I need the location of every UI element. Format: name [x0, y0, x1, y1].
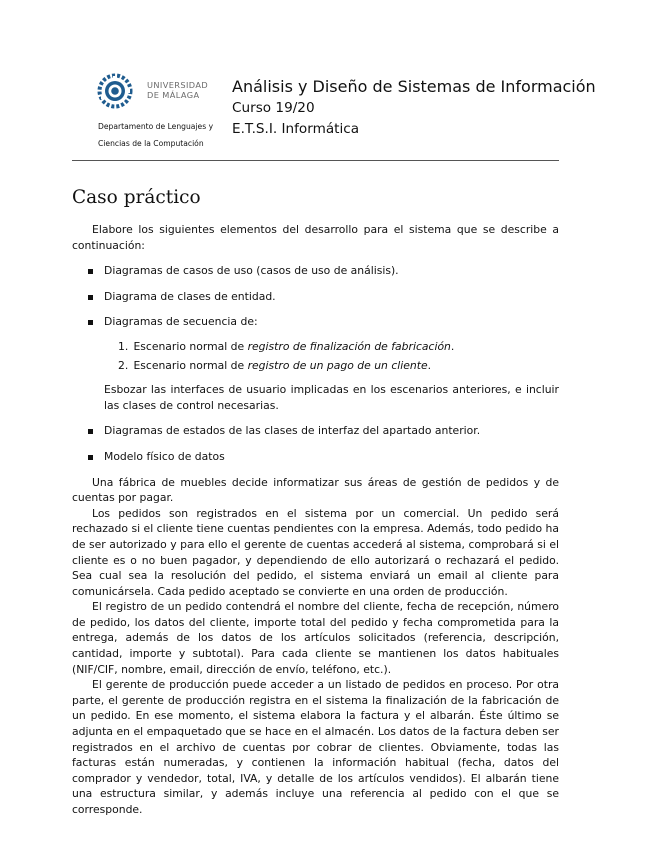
sequence-note: Esbozar las interfaces de usuario implicadas en los escenarios anteriores, e incluir las clases de control necesarias.: [104, 383, 559, 412]
course-title: Análisis y Diseño de Sistemas de Información: [232, 77, 596, 96]
intro-paragraph: Elabore los siguientes elementos del desarrollo para el sistema que se describe a continuación:: [72, 223, 559, 252]
case-description: [72, 475, 559, 818]
list-item-use-cases: Diagramas de casos de uso (casos de uso de análisis).: [86, 263, 559, 279]
scenario-suffix: .: [450, 339, 455, 353]
paragraph-2: Los pedidos son registrados en el sistema por un comercial. Un pedido será rechazado si el cliente tiene cuentas pendientes con la empresa. Además, todo pedido ha de ser autorizado y para ello el gerente de cuentas accederá al sistema, comprobará si el cliente es o no buen pagador, y dependiendo de ello autorizará o rechazará el pedido. Sea cual sea la resolución del pedido, el sistema enviará un email al cliente para comunicársela. Cada pedido aceptado se convierte en una orden de producción.: [72, 506, 559, 598]
course-year: Curso 19/20: [232, 100, 315, 116]
paragraph-4: El gerente de producción puede acceder a un listado de pedidos en proceso. Por otra parte, el gerente de producción registra en el sistema la finalización de la fabricación de un pedido. En ese momento, el sistema elabora la factura y el albarán. Éste último se adjunta en el empaquetado que se hace en el almacén. Los datos de la factura deben ser registrados en el archivo de cuentas por cobrar de clientes. Obviamente, todas las facturas están numeradas, y contienen la información habitual (fecha, datos del comprador y vendedor, total, IVA, y detalle de los artículos vendidos). El albarán tiene una estructura similar, y además incluye una referencia al pedido con el que se corresponde.: [72, 678, 559, 816]
scenario-number: 1.: [118, 339, 129, 353]
sequence-label: Diagramas de secuencia de:: [104, 315, 258, 329]
list-item-state-diagrams: Diagramas de estados de las clases de interfaz del apartado anterior.: [86, 423, 559, 439]
university-name-line2: DE MÁLAGA: [147, 89, 200, 100]
document-body: [72, 222, 559, 818]
scenario-prefix: Escenario normal de: [133, 358, 248, 372]
header-divider: [72, 160, 559, 161]
paragraph-1: Una fábrica de muebles decide informatizar sus áreas de gestión de pedidos y de cuentas por pagar.: [72, 475, 559, 505]
school-name: E.T.S.I. Informática: [232, 121, 360, 137]
scenario-suffix: .: [427, 358, 432, 372]
section-title: Caso práctico: [72, 187, 201, 208]
scenario-item-1: [118, 339, 559, 355]
university-logo: [96, 73, 216, 109]
deliverables-list: [86, 263, 559, 464]
department-line2: Ciencias de la Computación: [98, 139, 204, 148]
department-line1: Departamento de Lenguajes y: [98, 122, 214, 131]
course-titles: [232, 77, 596, 139]
list-item-class-diagram: Diagrama de clases de entidad.: [86, 289, 559, 305]
document-header: [72, 70, 596, 162]
paragraph-3: El registro de un pedido contendrá el nombre del cliente, fecha de recepción, número de pedido, los datos del cliente, importe total del pedido y fecha comprometida para la entrega, además de los datos de los artículos solicitados (referencia, descripción, cantidad, importe y subtotal). Para cada cliente se mantienen los datos habituales (NIF/CIF, nombre, email, dirección de envío, teléfono, etc.).: [72, 600, 559, 676]
university-seal-icon: [96, 73, 134, 109]
department-name: [98, 118, 228, 152]
scenario-item-2: [118, 358, 559, 374]
university-name-line1: UNIVERSIDAD: [147, 80, 209, 90]
list-item-sequence-diagrams: [86, 314, 559, 413]
list-item-physical-model: Modelo físico de datos: [86, 449, 559, 465]
scenario-number: 2.: [118, 358, 129, 372]
scenario-name: registro de finalización de fabricación: [247, 339, 451, 353]
scenario-prefix: Escenario normal de: [133, 339, 248, 353]
scenario-name: registro de un pago de un cliente: [247, 358, 428, 372]
university-name: [147, 81, 208, 100]
sequence-scenarios-list: [118, 339, 559, 373]
